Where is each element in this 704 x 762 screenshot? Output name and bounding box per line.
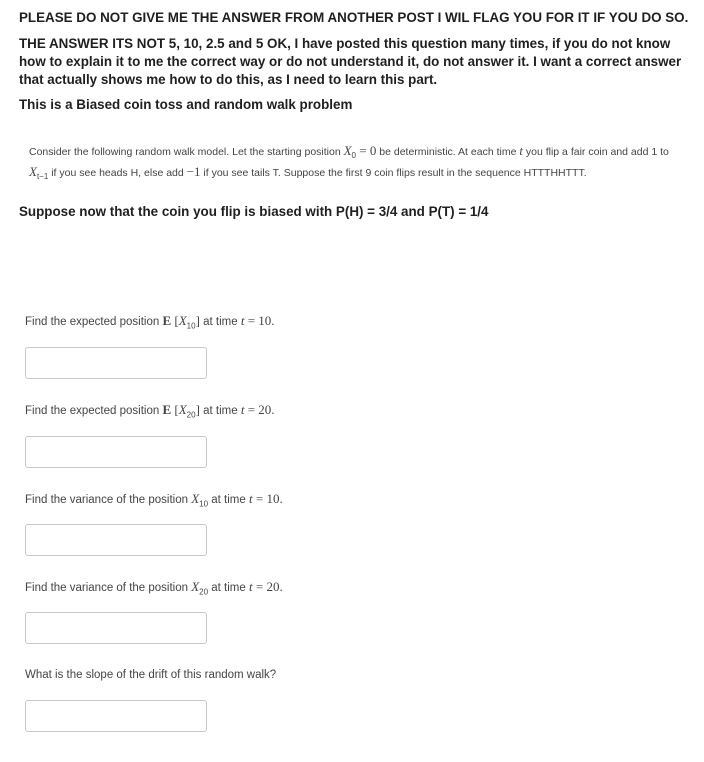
question-expected-x10: Find the expected position E $[X_{10}]$ at time t = 10. <box>25 313 275 331</box>
notice-line-2: THE ANSWER ITS NOT 5, 10, 2.5 and 5 OK, I have posted this question many times, if you do not know how to explain it to me the correct way or do not understand it, do not answer it. I want a correct answer that actually shows me how to do this, as I need to learn this part. <box>19 36 682 87</box>
biased-coin-statement: Suppose now that the coin you flip is biased with P(H) = 3/4 and P(T) = 1/4 <box>19 204 489 219</box>
answer-input-4[interactable] <box>25 612 207 644</box>
answer-input-2[interactable] <box>25 436 207 468</box>
question-variance-x10: Find the variance of the position $X_{10}$ at time t = 10. <box>25 491 283 509</box>
problem-statement: Consider the following random walk model. Let the starting position $X_0 = 0$ be deterministic. At each time t you flip a fair coin and add 1 to $X_{t-1}$ if you see heads H, else add −1 if you see tails T. Suppose the first 9 coin flips result in the sequence HTTTHHTTT. <box>29 143 669 181</box>
answer-input-3[interactable] <box>25 524 207 556</box>
answer-input-1[interactable] <box>25 347 207 379</box>
question-drift-slope: What is the slope of the drift of this random walk? <box>25 669 277 681</box>
answer-input-5[interactable] <box>25 700 207 732</box>
question-expected-x20: Find the expected position E $[X_{20}]$ at time t = 20. <box>25 402 275 420</box>
problem-type-line: This is a Biased coin toss and random walk problem <box>19 97 353 112</box>
question-variance-x20: Find the variance of the position $X_{20}$ at time t = 20. <box>25 579 283 597</box>
notice-line-1: PLEASE DO NOT GIVE ME THE ANSWER FROM ANOTHER POST I WIL FLAG YOU FOR IT IF YOU DO SO. <box>19 10 689 25</box>
